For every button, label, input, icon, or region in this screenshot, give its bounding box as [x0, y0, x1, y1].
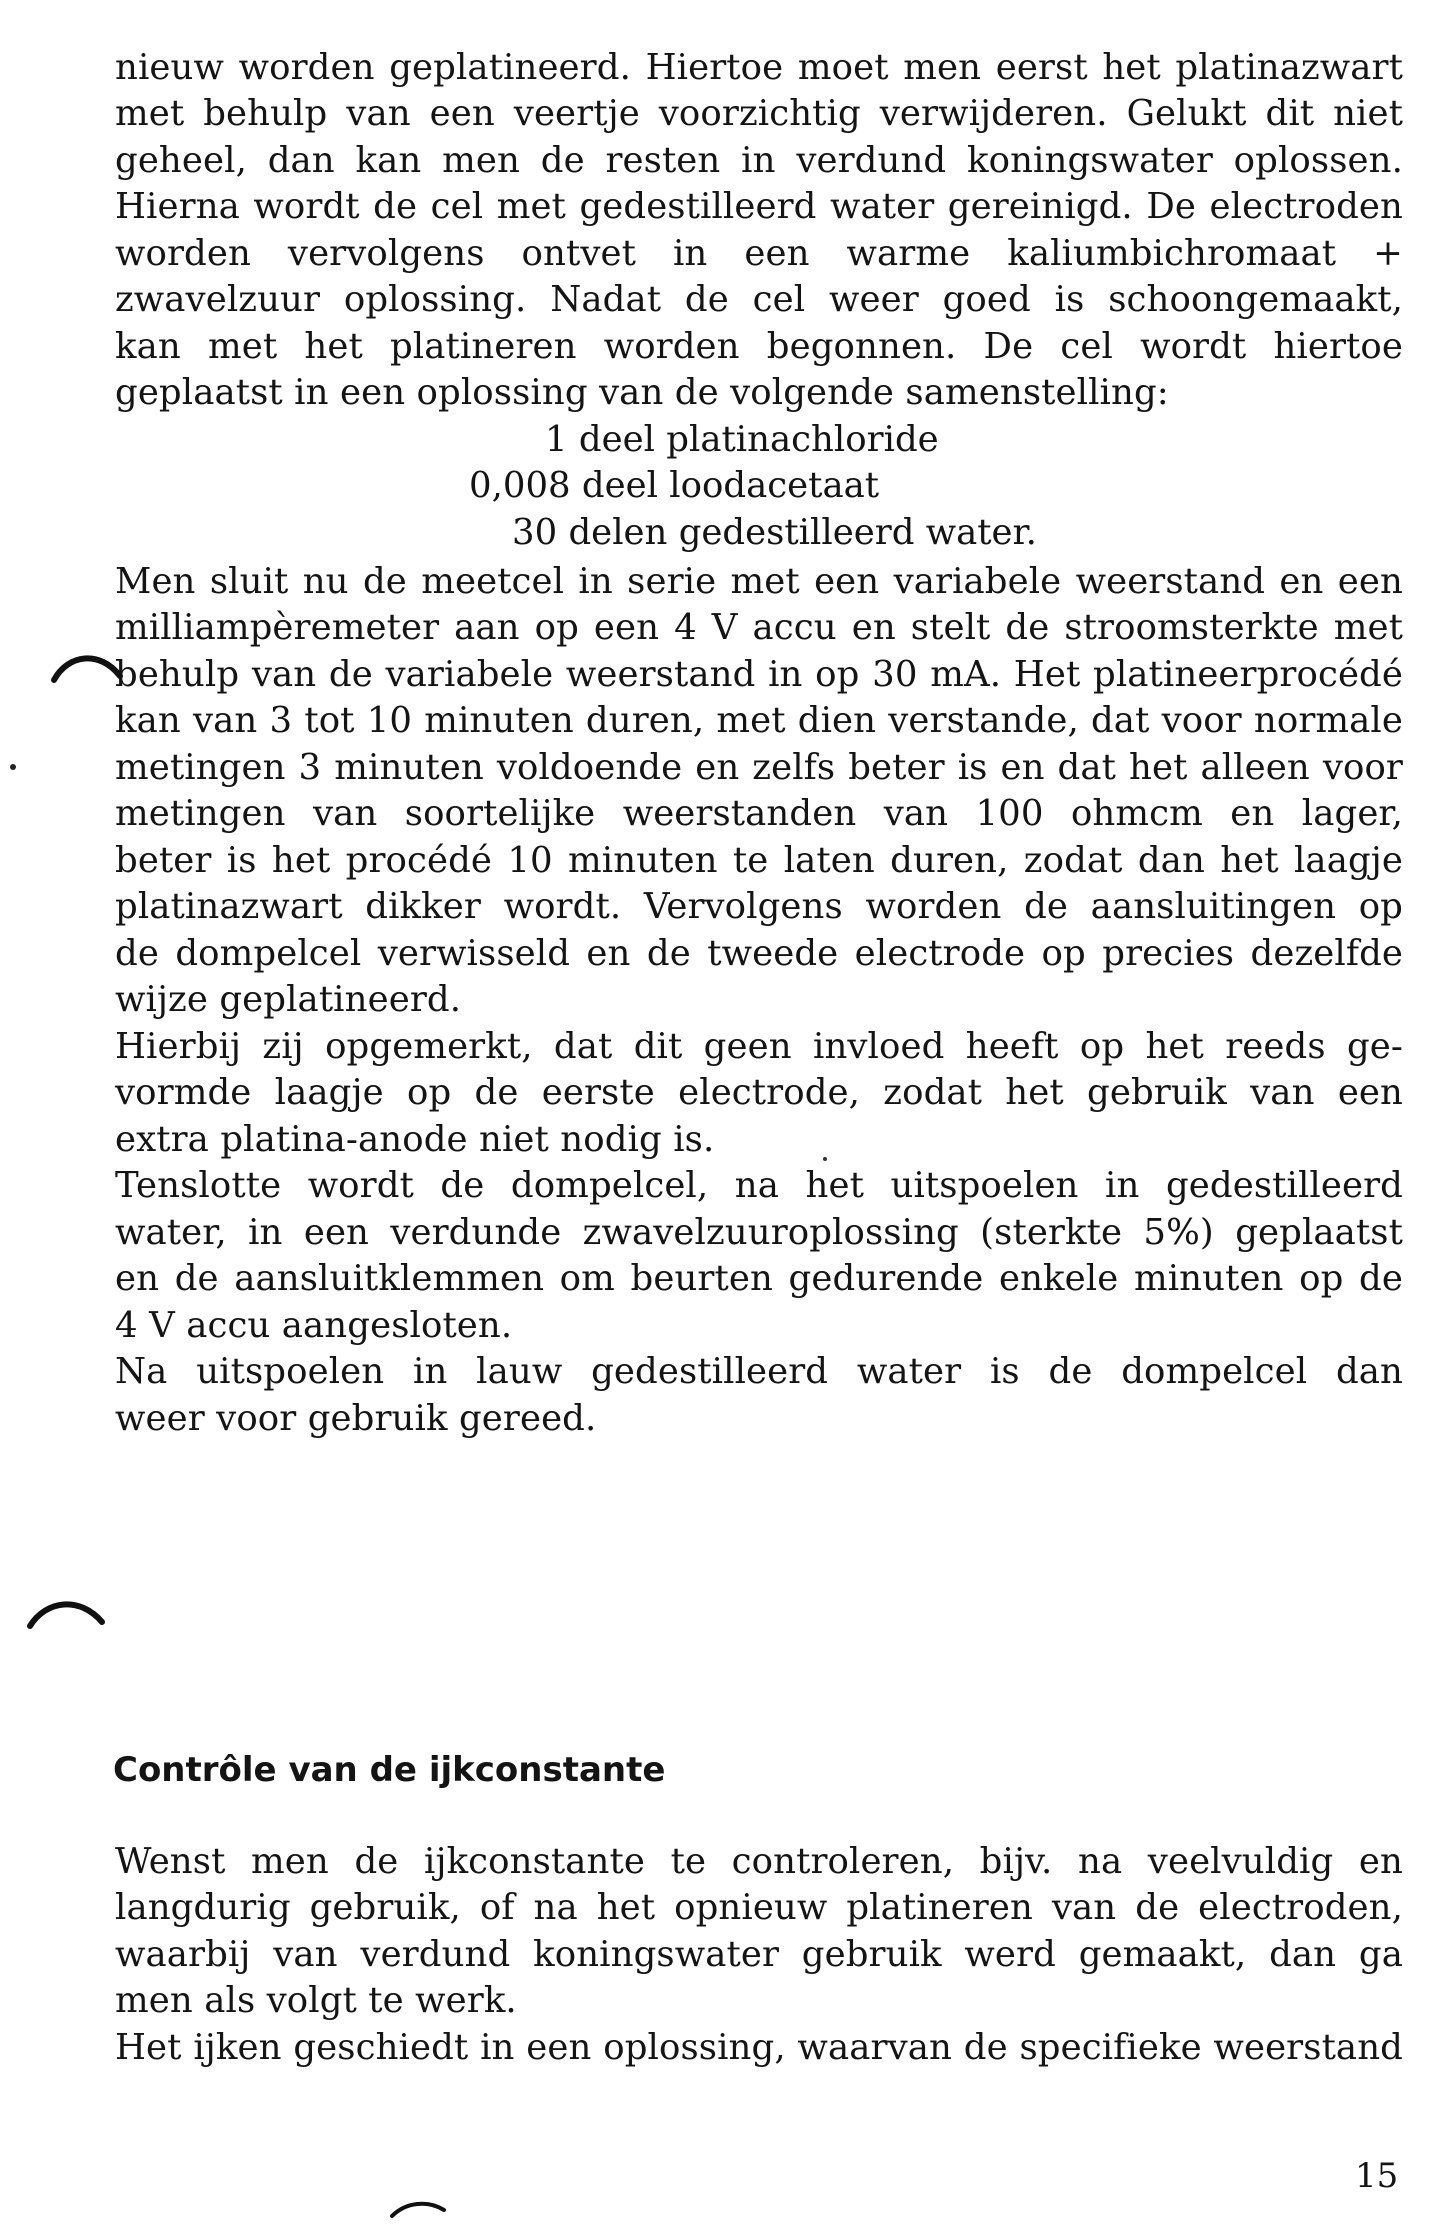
page-number: 15	[1355, 2156, 1399, 2196]
text-line: water, in een verdunde zwavelzuuroplossing (sterkte 5%) geplaatst	[115, 1212, 1403, 1253]
text-line: langdurig gebruik, of na het opnieuw platineren van de electroden,	[115, 1887, 1403, 1928]
text-line: metingen van soortelijke weerstanden van 100 ohmcm en lager,	[115, 793, 1403, 834]
text-line: extra platina-anode niet nodig is.	[115, 1119, 715, 1160]
scan-speck-mark	[820, 1154, 830, 1164]
margin-arc-mark	[24, 1590, 114, 1634]
text-line: Hierbij zij opgemerkt, dat dit geen invloed heeft op het reeds ge-	[115, 1026, 1403, 1067]
text-line: beter is het procédé 10 minuten te laten duren, zodat dan het laagje	[115, 840, 1403, 881]
text-line: Wenst men de ijkconstante te controleren, bijv. na veelvuldig en	[115, 1841, 1403, 1882]
text-line: waarbij van verdund koningswater gebruik werd gemaakt, dan ga	[115, 1934, 1403, 1975]
composition-item: 0,008 deel loodacetaat	[469, 465, 880, 506]
text-line: behulp van de variabele weerstand in op 30 mA. Het platineerprocédé	[115, 654, 1403, 695]
bottom-arc-mark	[384, 2196, 454, 2220]
text-line: geheel, dan kan men de resten in verdund koningswater oplossen.	[115, 140, 1403, 181]
text-line: vormde laagje op de eerste electrode, zodat het gebruik van een	[115, 1072, 1403, 1113]
text-line: nieuw worden geplatineerd. Hiertoe moet men eerst het platinazwart	[115, 47, 1403, 88]
text-line: worden vervolgens ontvet in een warme kaliumbichromaat +	[115, 233, 1403, 274]
text-line: metingen 3 minuten voldoende en zelfs beter is en dat het alleen voor	[115, 747, 1403, 788]
text-line: Het ijken geschiedt in een oplossing, waarvan de specifieke weerstand	[115, 2027, 1403, 2068]
text-line: met behulp van een veertje voorzichtig verwijderen. Gelukt dit niet	[115, 93, 1403, 134]
text-line: men als volgt te werk.	[115, 1980, 517, 2021]
section-heading: Contrôle van de ijkconstante	[113, 1750, 666, 1790]
text-line: Men sluit nu de meetcel in serie met een variabele weerstand en een	[115, 561, 1403, 602]
text-line: de dompelcel verwisseld en de tweede electrode op precies dezelfde	[115, 933, 1403, 974]
composition-item: 30 delen gedestilleerd water.	[512, 512, 1037, 553]
text-line: 4 V accu aangesloten.	[115, 1305, 513, 1346]
margin-arc-mark	[48, 646, 134, 686]
text-line: platinazwart dikker wordt. Vervolgens worden de aansluitingen op	[115, 886, 1403, 927]
text-line: en de aansluitklemmen om beurten gedurende enkele minuten op de	[115, 1258, 1403, 1299]
text-line: Na uitspoelen in lauw gedestilleerd water is de dompelcel dan	[115, 1351, 1403, 1392]
text-line: Hierna wordt de cel met gedestilleerd water gereinigd. De electroden	[115, 186, 1403, 227]
text-line: kan met het platineren worden begonnen. De cel wordt hiertoe	[115, 326, 1403, 367]
margin-speck-mark	[6, 760, 20, 774]
text-line: geplaatst in een oplossing van de volgende samenstelling:	[115, 372, 1169, 413]
text-line: weer voor gebruik gereed.	[115, 1398, 597, 1439]
text-line: zwavelzuur oplossing. Nadat de cel weer goed is schoongemaakt,	[115, 279, 1403, 320]
text-line: Tenslotte wordt de dompelcel, na het uitspoelen in gedestilleerd	[115, 1165, 1403, 1206]
text-line: milliampèremeter aan op een 4 V accu en stelt de stroomsterkte met	[115, 607, 1403, 648]
composition-item: 1 deel platinachloride	[545, 419, 939, 460]
text-line: wijze geplatineerd.	[115, 979, 462, 1020]
text-line: kan van 3 tot 10 minuten duren, met dien verstande, dat voor normale	[115, 700, 1403, 741]
